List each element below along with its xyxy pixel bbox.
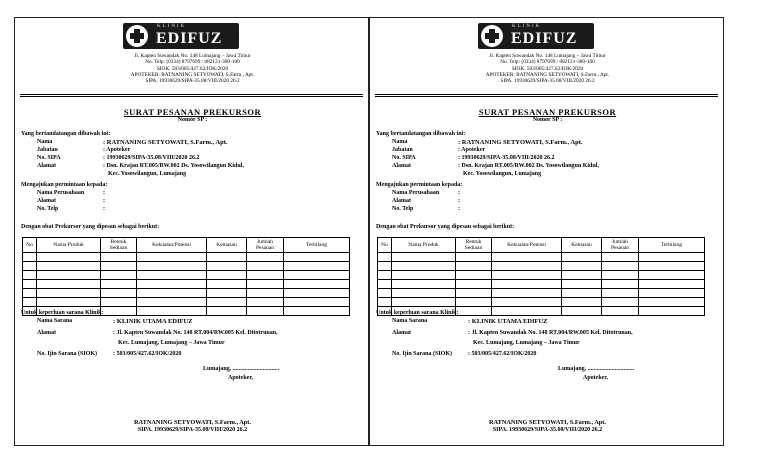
table-cell xyxy=(137,289,207,298)
table-cell xyxy=(101,253,137,262)
supplier-name-label: Nama Perusahaan xyxy=(37,190,85,196)
supplier-phone-colon: : xyxy=(458,206,460,212)
table-cell xyxy=(137,253,207,262)
table-cell xyxy=(207,262,247,271)
order-table xyxy=(377,237,705,316)
clinic-license-label: No. Ijin Sarana (SIOK) xyxy=(392,351,453,357)
table-cell xyxy=(137,271,207,280)
table-cell xyxy=(247,253,284,262)
table-cell xyxy=(456,271,492,280)
table-cell xyxy=(492,307,562,316)
clinic-license-label: No. Ijin Sarana (SIOK) xyxy=(37,351,98,357)
table-cell xyxy=(247,262,284,271)
letterhead xyxy=(15,53,370,84)
table-cell xyxy=(602,307,639,316)
letterhead-apoteker: APOTEKER: RATNANING SETYOWATI, S.Farm., Apt. xyxy=(130,71,255,78)
table-cell xyxy=(456,253,492,262)
table-cell xyxy=(602,262,639,271)
column-header-packaging: Kemasan xyxy=(207,238,247,253)
supplier-phone-colon: : xyxy=(103,206,105,212)
clinic-address-value: : Jl. Kapten Suwandak No. 148 RT.004/RW.005 Kel. Ditotrunan, xyxy=(468,330,633,336)
column-header-in-words: Terbilang xyxy=(639,238,705,253)
signer-address-value: : Dsn. Krajan RT.005/RW.002 Ds. Yosowilangun Kidul, xyxy=(103,163,244,169)
column-header-no: No xyxy=(23,238,37,253)
table-header-row xyxy=(23,238,350,253)
table-cell xyxy=(392,271,456,280)
table-cell xyxy=(101,271,137,280)
table-cell xyxy=(602,280,639,289)
clinic-address-value: : Jl. Kapten Suwandak No. 148 RT.004/RW.005 Kel. Ditotrunan, xyxy=(113,330,278,336)
signer-address-value: : Dsn. Krajan RT.005/RW.002 Ds. Yosowilangun Kidul, xyxy=(458,163,599,169)
table-cell xyxy=(207,289,247,298)
supplier-name-label: Nama Perusahaan xyxy=(392,190,440,196)
table-cell xyxy=(101,307,137,316)
column-header-packaging: Kemasan xyxy=(562,238,602,253)
table-cell xyxy=(492,271,562,280)
table-cell xyxy=(562,253,602,262)
table-cell xyxy=(492,253,562,262)
cross-icon xyxy=(126,25,148,47)
logo-name: EDIFUZ xyxy=(511,30,578,47)
table-cell xyxy=(37,280,101,289)
divider xyxy=(20,96,363,97)
signature-role: Apoteker, xyxy=(583,375,608,381)
table-cell xyxy=(284,253,350,262)
table-cell xyxy=(492,262,562,271)
table-cell xyxy=(639,298,705,307)
signature-place-date: Lumajang, ............................... xyxy=(203,366,280,372)
clinic-name-label: Nama Sarana xyxy=(392,318,428,324)
logo-subtitle: KLINIK xyxy=(512,24,542,29)
supplier-address-label: Alamat xyxy=(37,198,56,204)
letterhead-siok: SIOK. 503/005/427.62/IOK/2020 xyxy=(156,65,229,72)
table-cell xyxy=(284,271,350,280)
table-cell xyxy=(562,280,602,289)
table-cell xyxy=(639,280,705,289)
signer-sipa-label: No. SIPA xyxy=(392,155,416,161)
letterhead-apoteker: APOTEKER: RATNANING SETYOWATI, S.Farm., Apt. xyxy=(485,71,610,78)
column-header-quantity: Jumlah Pesanan xyxy=(602,238,639,253)
supplier-address-label: Alamat xyxy=(392,198,411,204)
table-cell xyxy=(378,262,392,271)
table-cell xyxy=(137,262,207,271)
table-cell xyxy=(562,289,602,298)
table-row xyxy=(23,253,350,262)
letterhead-sipa: SIPA. 19930629/SIPA-35.08/VIII/2020 26.2 xyxy=(145,78,240,85)
cross-icon xyxy=(481,25,503,47)
table-cell xyxy=(456,280,492,289)
signer-address-value-2: Kec. Yosowilangun, Lumajang xyxy=(108,171,187,177)
table-cell xyxy=(101,280,137,289)
supplier-phone-label: No. Telp xyxy=(392,206,414,212)
table-cell xyxy=(392,262,456,271)
letterhead-address: Jl. Kapten Suwandak No. 148 Lumajang – Jawa Timur xyxy=(489,53,606,59)
table-cell xyxy=(639,253,705,262)
logo-subtitle: KLINIK xyxy=(157,24,187,29)
table-row xyxy=(378,262,705,271)
table-cell xyxy=(207,271,247,280)
table-cell xyxy=(602,298,639,307)
table-cell xyxy=(284,280,350,289)
letterhead-siok: SIOK. 503/005/427.62/IOK/2020 xyxy=(511,65,584,72)
table-cell xyxy=(392,253,456,262)
table-cell xyxy=(492,280,562,289)
table-cell xyxy=(378,298,392,307)
signer-position-label: Jabatan xyxy=(37,147,58,153)
table-row xyxy=(378,271,705,280)
table-cell xyxy=(284,262,350,271)
clinic-license-value: : 503/005/427.62/IOK/2020 xyxy=(113,351,182,357)
column-header-product: Nama Produk xyxy=(37,238,101,253)
table-row xyxy=(23,262,350,271)
signer-address-label: Alamat xyxy=(37,163,56,169)
table-cell xyxy=(137,298,207,307)
table-cell xyxy=(101,289,137,298)
table-row xyxy=(378,298,705,307)
table-cell xyxy=(602,271,639,280)
table-cell xyxy=(101,298,137,307)
document-page-left xyxy=(14,17,369,446)
supplier-name-colon: : xyxy=(458,190,460,196)
signature-name: RATNANING SETYOWATI, S.Farm., Apt. xyxy=(134,419,251,426)
signer-sipa-value: : 19930629/SIPA-35.08/VIII/2020 26.2 xyxy=(103,155,200,161)
table-cell xyxy=(247,289,284,298)
table-cell xyxy=(378,253,392,262)
signer-address-value-2: Kec. Yosowilangun, Lumajang xyxy=(463,171,542,177)
table-cell xyxy=(247,271,284,280)
signer-name-label: Nama xyxy=(392,139,408,145)
table-cell xyxy=(23,262,37,271)
signature-sipa: SIPA. 19930629/SIPA-35.08/VIII/2020 26.2 xyxy=(137,427,248,433)
table-cell xyxy=(37,271,101,280)
divider xyxy=(375,94,718,95)
table-cell xyxy=(23,289,37,298)
table-cell xyxy=(562,307,602,316)
supplier-intro: Mengajukan permintaan kepada: xyxy=(21,182,108,188)
clinic-logo xyxy=(478,23,594,49)
table-cell xyxy=(284,289,350,298)
document-page-right xyxy=(369,17,724,446)
table-cell xyxy=(562,298,602,307)
logo-name: EDIFUZ xyxy=(156,30,223,47)
order-intro: Dengan obat Prekursor yang dipesan sebagai berikut: xyxy=(376,224,515,230)
table-cell xyxy=(639,262,705,271)
signer-sipa-label: No. SIPA xyxy=(37,155,61,161)
supplier-address-colon: : xyxy=(458,198,460,204)
table-cell xyxy=(207,280,247,289)
signer-address-label: Alamat xyxy=(392,163,411,169)
table-header-row xyxy=(378,238,705,253)
letterhead-phone: No. Telp: (0334) 8797699 / 082121-300-100 xyxy=(500,59,595,66)
clinic-address-label: Alamat xyxy=(392,330,411,336)
table-cell xyxy=(247,307,284,316)
table-cell xyxy=(284,307,350,316)
table-cell xyxy=(137,280,207,289)
clinic-intro: Untuk keperluan sarana Klinik: xyxy=(21,310,104,316)
clinic-name-value: : KLINIK UTAMA EDIFUZ xyxy=(468,318,548,325)
table-cell xyxy=(101,262,137,271)
supplier-address-colon: : xyxy=(103,198,105,204)
table-cell xyxy=(392,289,456,298)
supplier-phone-label: No. Telp xyxy=(37,206,59,212)
table-cell xyxy=(392,280,456,289)
clinic-name-value: : KLINIK UTAMA EDIFUZ xyxy=(113,318,193,325)
table-row xyxy=(23,271,350,280)
table-cell xyxy=(23,280,37,289)
table-row xyxy=(23,298,350,307)
clinic-address-label: Alamat xyxy=(37,330,56,336)
signer-position-label: Jabatan xyxy=(392,147,413,153)
clinic-intro: Untuk keperluan sarana Klinik: xyxy=(376,310,459,316)
clinic-license-value: : 503/005/427.62/IOK/2020 xyxy=(468,351,537,357)
table-row xyxy=(378,280,705,289)
order-table xyxy=(22,237,350,316)
order-number-label: Nomor SP : xyxy=(532,117,563,123)
divider xyxy=(20,94,363,95)
table-cell xyxy=(207,307,247,316)
signer-position-value: : Apoteker xyxy=(103,147,131,153)
order-intro: Dengan obat Prekursor yang dipesan sebagai berikut: xyxy=(21,224,160,230)
table-cell xyxy=(392,298,456,307)
table-cell xyxy=(639,271,705,280)
table-cell xyxy=(456,289,492,298)
table-row xyxy=(23,289,350,298)
table-cell xyxy=(378,280,392,289)
clinic-address-value-2: Kec. Lumajang, Lumajang – Jawa Timur xyxy=(473,340,580,346)
signer-intro: Yang bertandatangan dibawah ini: xyxy=(21,131,111,137)
table-cell xyxy=(602,289,639,298)
clinic-address-value-2: Kec. Lumajang, Lumajang – Jawa Timur xyxy=(118,340,225,346)
column-header-strength: Kekuatan/Potensi xyxy=(492,238,562,253)
table-cell xyxy=(247,280,284,289)
document-title: SURAT PESANAN PREKURSOR xyxy=(123,107,262,117)
signer-name-label: Nama xyxy=(37,139,53,145)
letterhead-sipa: SIPA. 19930629/SIPA-35.08/VIII/2020 26.2 xyxy=(500,78,595,85)
table-cell xyxy=(602,253,639,262)
signer-intro: Yang bertandatangan dibawah ini: xyxy=(376,131,466,137)
table-cell xyxy=(378,271,392,280)
signer-position-value: : Apoteker xyxy=(458,147,486,153)
clinic-logo xyxy=(123,23,239,49)
supplier-intro: Mengajukan permintaan kepada: xyxy=(376,182,463,188)
order-number-label: Nomor SP : xyxy=(177,117,208,123)
table-cell xyxy=(207,298,247,307)
table-cell xyxy=(492,289,562,298)
table-cell xyxy=(284,298,350,307)
table-cell xyxy=(247,298,284,307)
table-row xyxy=(378,289,705,298)
table-cell xyxy=(639,289,705,298)
supplier-name-colon: : xyxy=(103,190,105,196)
table-row xyxy=(378,253,705,262)
table-cell xyxy=(492,298,562,307)
table-row xyxy=(23,280,350,289)
signature-name: RATNANING SETYOWATI, S.Farm., Apt. xyxy=(489,419,606,426)
table-cell xyxy=(456,298,492,307)
table-cell xyxy=(456,262,492,271)
column-header-form: Bentuk Sediaan xyxy=(101,238,137,253)
column-header-quantity: Jumlah Pesanan xyxy=(247,238,284,253)
clinic-name-label: Nama Sarana xyxy=(37,318,73,324)
table-cell xyxy=(639,307,705,316)
letterhead xyxy=(370,53,725,84)
signature-role: Apoteker, xyxy=(228,375,253,381)
table-cell xyxy=(37,262,101,271)
table-cell xyxy=(456,307,492,316)
column-header-in-words: Terbilang xyxy=(284,238,350,253)
table-cell xyxy=(378,289,392,298)
divider xyxy=(375,96,718,97)
table-cell xyxy=(37,298,101,307)
letterhead-phone: No. Telp: (0334) 8797699 / 082121-300-100 xyxy=(145,59,240,66)
table-cell xyxy=(23,253,37,262)
letterhead-address: Jl. Kapten Suwandak No. 148 Lumajang – Jawa Timur xyxy=(134,53,251,59)
table-cell xyxy=(37,253,101,262)
table-cell xyxy=(37,289,101,298)
column-header-form: Bentuk Sediaan xyxy=(456,238,492,253)
document-title: SURAT PESANAN PREKURSOR xyxy=(478,107,617,117)
table-cell xyxy=(23,298,37,307)
table-cell xyxy=(23,271,37,280)
column-header-strength: Kekuatan/Potensi xyxy=(137,238,207,253)
column-header-product: Nama Produk xyxy=(392,238,456,253)
signer-name-value: : RATNANING SETYOWATI, S.Farm., Apt. xyxy=(458,139,583,146)
signature-sipa: SIPA. 19930629/SIPA-35.08/VIII/2020 26.2 xyxy=(492,427,603,433)
signer-name-value: : RATNANING SETYOWATI, S.Farm., Apt. xyxy=(103,139,228,146)
signature-place-date: Lumajang, ............................... xyxy=(558,366,635,372)
table-cell xyxy=(562,262,602,271)
table-cell xyxy=(207,253,247,262)
table-cell xyxy=(562,271,602,280)
table-cell xyxy=(137,307,207,316)
signer-sipa-value: : 19930629/SIPA-35.08/VIII/2020 26.2 xyxy=(458,155,555,161)
column-header-no: No xyxy=(378,238,392,253)
